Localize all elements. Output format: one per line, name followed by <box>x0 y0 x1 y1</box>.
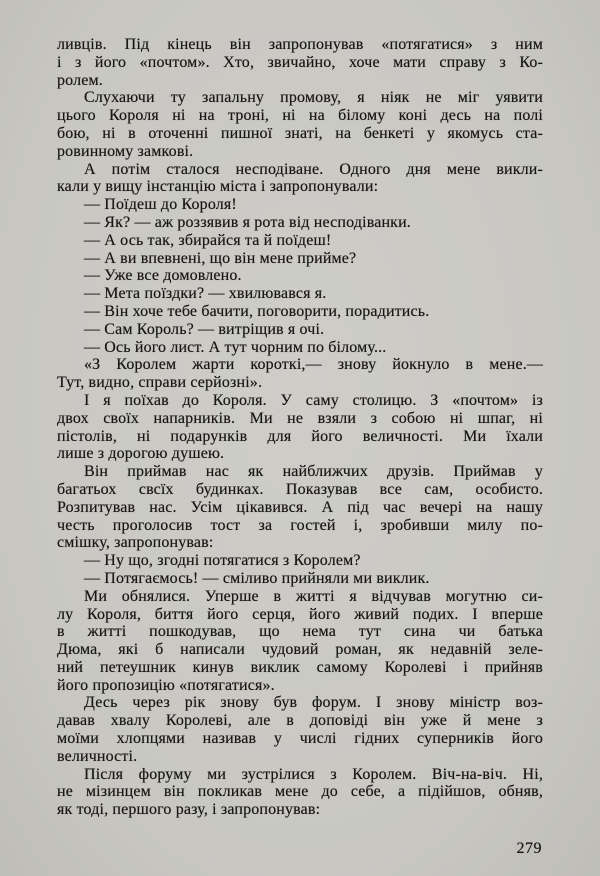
text-line: «З Королем жарти короткі,— знову йокнуло в мене.— <box>84 356 543 374</box>
paragraph <box>57 250 543 268</box>
text-line: — Ну що, згодні потягатися з Королем? <box>84 552 361 570</box>
text-line: ровинному замкові. <box>57 142 194 160</box>
paragraph <box>57 766 543 819</box>
text-line: бою, ні в оточенні пишної знаті, на бенкеті у якомусь ста- <box>57 124 543 142</box>
paragraph <box>57 552 543 570</box>
text-line: моїми хлопцями називав у числі гідних суперників його <box>57 730 543 748</box>
paragraph <box>57 214 543 232</box>
text-line: — А ось так, збирайся та й поїдеш! <box>84 231 332 249</box>
text-line: як тоді, першого разу, і запропонував: <box>57 801 321 819</box>
text-line: Розпитував нас. Усім цікавився. А під час вечері на нашу <box>57 498 543 516</box>
text-line: лише з дорогою душею. <box>57 445 225 463</box>
text-line: Десь через рік знову був форум. І знову міністр воз- <box>84 694 543 712</box>
paragraph <box>57 570 543 588</box>
text-line: І я поїхав до Короля. У саму столицю. З «почтом» із <box>84 391 543 409</box>
paragraph <box>57 161 543 197</box>
text-line: — Він хоче тебе бачити, поговорити, порадитись. <box>84 302 430 320</box>
text-line: — Мета поїздки? — хвилювався я. <box>84 285 327 303</box>
text-line: кали у вищу інстанцію міста і запропонували: <box>57 178 379 196</box>
text-line: — Поїдеш до Короля! <box>84 196 237 214</box>
text-line: честь проголосив тост за гостей і, зробивши милу по- <box>57 516 543 534</box>
text-line: ний петеушник кинув виклик самому Королеві і прийняв <box>57 658 543 676</box>
text-line: ролем. <box>57 71 103 89</box>
text-line: Дюма, які б написали чудовий роман, як недавній зеле- <box>57 641 543 659</box>
paragraph <box>57 694 543 765</box>
text-line: — Потягаємось! — сміливо прийняли ми виклик. <box>84 569 430 587</box>
text-line: пістолів, ні подарунків для його величності. Ми їхали <box>57 427 543 445</box>
text-line: його пропозицію «потягатися». <box>57 676 275 694</box>
text-line: лу Короля, биття його серця, його живий подих. І вперше <box>57 605 543 623</box>
text-line: багатьох свсїх будинках. Показував все сам, особисто. <box>57 480 543 498</box>
text-line: — Сам Король? — витріщив я очі. <box>84 320 325 338</box>
paragraph <box>57 321 543 339</box>
paragraph <box>57 36 543 89</box>
text-line: Після форуму ми зустрілися з Королем. Віч-на-віч. Ні, <box>84 765 543 783</box>
text-line: двох своїх напарників. Ми не взяли з собою ні шпаг, ні <box>57 409 543 427</box>
paragraph <box>57 285 543 303</box>
paragraph <box>57 196 543 214</box>
text-line: Ми обнялися. Уперше в житті я відчував могутню си- <box>84 587 543 605</box>
paragraph <box>57 89 543 160</box>
text-block <box>57 36 543 819</box>
paragraph <box>57 463 543 552</box>
text-line: — Як? — аж роззявив я рота від несподіванки. <box>84 213 411 231</box>
text-line: величності. <box>57 747 138 765</box>
text-line: Слухаючи ту запальну промову, я ніяк не міг уявити <box>84 89 543 107</box>
text-line: — А ви впевнені, що він мене прийме? <box>84 249 357 267</box>
paragraph <box>57 392 543 463</box>
paragraph <box>57 356 543 392</box>
text-line: і з його «почтом». Хто, звичайно, хоче мати справу з Ко- <box>57 53 543 71</box>
paragraph <box>57 232 543 250</box>
text-line: смішку, запропонував: <box>57 534 214 552</box>
paragraph <box>57 588 543 695</box>
paragraph <box>57 303 543 321</box>
text-line: не мізинцем він покликав мене до себе, а підійшов, обняв, <box>57 783 543 801</box>
text-line: — Уже все домовлено. <box>84 267 242 285</box>
text-line: Тут, видно, справи серйозні». <box>57 374 263 392</box>
text-line: в житті пошкодував, що нема тут сина чи батька <box>57 623 543 641</box>
text-line: цього Короля ні на троні, ні на білому коні десь на полі <box>57 107 543 125</box>
paragraph <box>57 267 543 285</box>
text-line: ливців. Під кінець він запропонував «потягатися» з ним <box>57 36 543 53</box>
text-line: — Ось його лист. А тут чорним по білому... <box>84 338 387 356</box>
text-line: Він приймав нас як найближчих друзів. Приймав у <box>84 463 543 481</box>
text-line: А потім сталося несподіване. Одного дня мене викли- <box>84 160 543 178</box>
text-line: давав хвалу Королеві, але в доповіді він уже й мене з <box>57 712 543 730</box>
page-number: 279 <box>516 840 542 857</box>
paragraph <box>57 339 543 357</box>
